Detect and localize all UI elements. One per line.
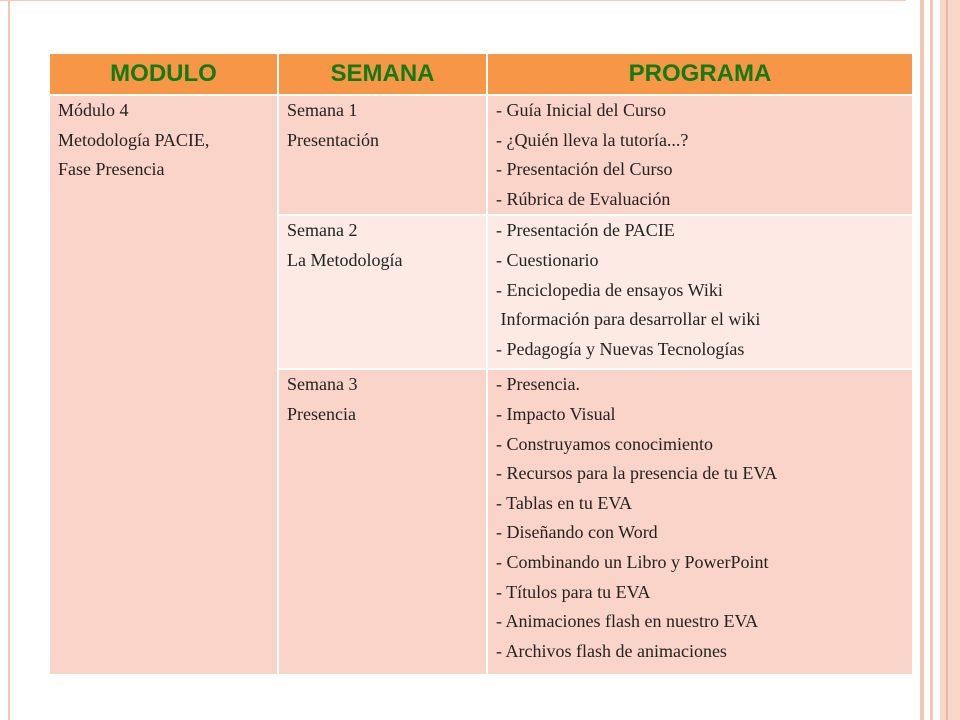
table-header-row	[49, 53, 913, 95]
slide-frame-stripe	[920, 0, 924, 720]
slide-frame-stripe	[946, 0, 948, 720]
slide-frame-stripe	[940, 0, 960, 720]
modulo-line: Fase Presencia	[58, 159, 165, 180]
modulo-line: Módulo 4	[58, 100, 129, 120]
course-schedule-table	[48, 52, 914, 676]
programa-item: - Tablas en tu EVA	[496, 492, 633, 513]
modulo-line: Metodología PACIE,	[58, 129, 210, 150]
semana-line: Semana 1	[287, 100, 358, 120]
table-row	[49, 95, 913, 215]
semana-line: Semana 2	[287, 220, 358, 241]
semana-line: Presentación	[287, 129, 379, 150]
programa-item: - Títulos para tu EVA	[496, 581, 651, 602]
programa-item: - ¿Quién lleva la tutoría...?	[496, 129, 689, 150]
header-programa: PROGRAMA	[487, 53, 913, 95]
programa-cell	[487, 369, 913, 675]
slide-frame-top-line	[0, 0, 906, 1]
semana-line: Presencia	[287, 403, 356, 424]
programa-item: - Archivos flash de animaciones	[496, 640, 727, 661]
header-semana: SEMANA	[278, 53, 487, 95]
programa-item: - Impacto Visual	[496, 403, 616, 424]
programa-item: - Enciclopedia de ensayos Wiki	[496, 279, 723, 300]
slide-frame-left-line	[8, 0, 10, 720]
programa-item: Información para desarrollar el wiki	[496, 309, 761, 330]
programa-item: - Recursos para la presencia de tu EVA	[496, 463, 778, 484]
programa-item: - Animaciones flash en nuestro EVA	[496, 611, 759, 632]
programa-item: - Construyamos conocimiento	[496, 433, 713, 454]
programa-cell	[487, 95, 913, 215]
semana-cell	[278, 369, 487, 675]
modulo-cell	[49, 95, 278, 675]
programa-item: - Presentación de PACIE	[496, 220, 675, 241]
programa-item: - Presentación del Curso	[496, 159, 673, 180]
programa-item: - Rúbrica de Evaluación	[496, 188, 671, 209]
programa-item: - Diseñando con Word	[496, 522, 658, 543]
programa-item: - Cuestionario	[496, 249, 599, 270]
slide-frame-stripe	[930, 0, 933, 720]
semana-line: Semana 3	[287, 374, 358, 395]
programa-item: - Guía Inicial del Curso	[496, 100, 666, 120]
programa-item: - Presencia.	[496, 374, 580, 395]
header-modulo: MODULO	[49, 53, 278, 95]
programa-item: - Combinando un Libro y PowerPoint	[496, 551, 769, 572]
programa-item: - Pedagogía y Nuevas Tecnologías	[496, 338, 745, 359]
semana-cell	[278, 215, 487, 369]
semana-line: La Metodología	[287, 249, 403, 270]
programa-cell	[487, 215, 913, 369]
semana-cell	[278, 95, 487, 215]
